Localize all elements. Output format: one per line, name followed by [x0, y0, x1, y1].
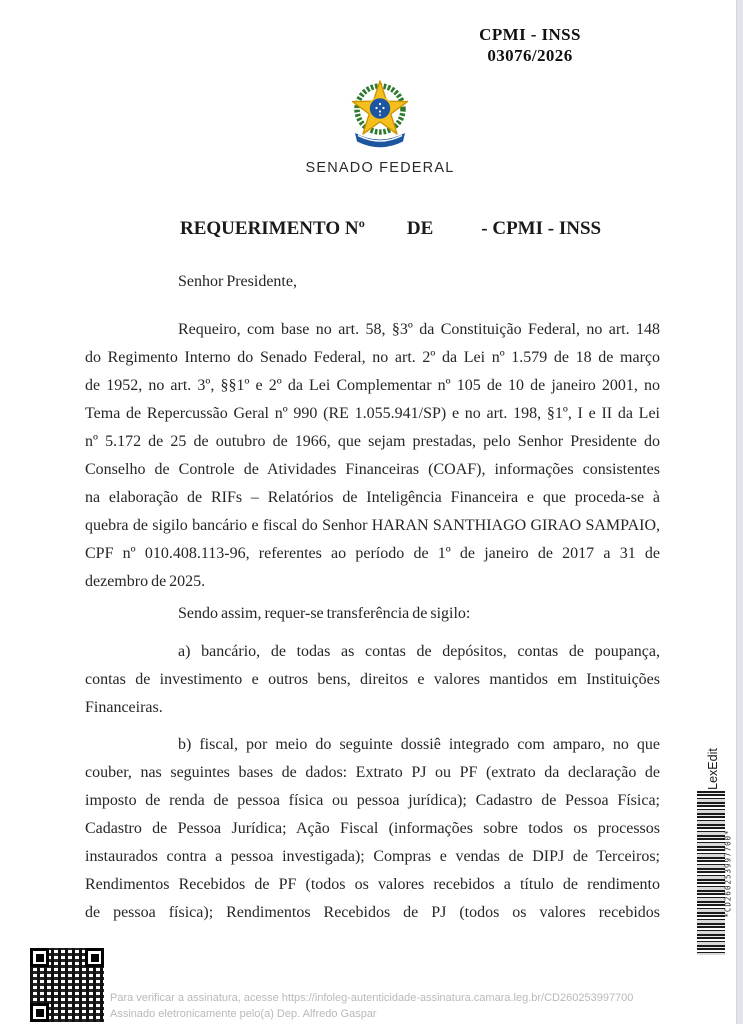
document-title: [180, 218, 700, 240]
lexedit-watermark: LexEdit: [705, 748, 720, 790]
body-line: couber, nas seguintes bases de dados: Extrato PJ ou PF (extrato da declaração de: [85, 764, 660, 781]
title-requerimento: REQUERIMENTO Nº: [180, 218, 365, 239]
body-line: Tema de Repercussão Geral nº 990 (RE 1.055.941/SP) e no art. 198, §1º, I e II da Lei: [85, 405, 660, 422]
body-line: Cadastro de Pessoa Jurídica; Ação Fiscal (informações sobre todos os processos: [85, 820, 660, 837]
document-body: [85, 268, 660, 927]
body-line: Sendo assim, requer-se transferência de sigilo:: [178, 605, 471, 622]
paragraph-greeting: [85, 268, 660, 296]
verify-instruction: Para verificar a assinatura, acesse https://infoleg-autenticidade-assinatura.camara.leg.br/CD260253997700: [110, 992, 634, 1004]
body-line: contas de investimento e outros bens, direitos e valores mantidos em Instituições: [85, 671, 660, 688]
qr-finder-pattern: [30, 948, 49, 967]
body-line: Financeiras.: [85, 699, 163, 716]
signature-note: Assinado eletronicamente pelo(a) Dep. Alfredo Gaspar: [110, 1008, 377, 1020]
qr-finder-pattern: [30, 1003, 49, 1022]
title-de: DE: [406, 218, 434, 239]
paragraph-transfer: [85, 600, 660, 628]
body-line: b) fiscal, por meio do seguinte dossiê integrado com amparo, no que: [178, 736, 660, 753]
body-line: dezembro de 2025.: [85, 573, 206, 590]
body-line: de pessoa física); Rendimentos Recebidos de PJ (todos os valores recebidos: [85, 904, 660, 921]
body-line: imposto de renda de pessoa física ou pessoa jurídica); Cadastro de Pessoa Física;: [85, 792, 660, 809]
page-edge-strip: [736, 0, 743, 1024]
barcode-label: *CD260253997700*: [724, 828, 733, 918]
body-line: nº 5.172 de 25 de outubro de 1966, que sejam prestadas, pelo Senhor Presidente do: [85, 433, 660, 450]
body-line: Conselho de Controle de Atividades Financeiras (COAF), informações consistentes: [85, 461, 660, 478]
body-line: CPF nº 010.408.113-96, referentes ao período de 1º de janeiro de 2017 a 31 de: [85, 545, 660, 562]
header-logo-block: [298, 78, 462, 176]
body-line: Senhor Presidente,: [178, 273, 297, 290]
body-line: instaurados contra a pessoa investigada); Compras e vendas de DIPJ de Terceiros;: [85, 848, 660, 865]
body-line: quebra de sigilo bancário e fiscal do Senhor HARAN SANTHIAGO GIRAO SAMPAIO,: [85, 517, 660, 534]
document-stamp: [450, 24, 610, 66]
body-line: de 1952, no art. 3º, §§1º e 2º da Lei Complementar nº 105 de 10 de janeiro 2001, no: [85, 377, 660, 394]
body-line: do Regimento Interno do Senado Federal, no art. 2º da Lei nº 1.579 de 18 de março: [85, 349, 660, 366]
stamp-number: 03076/2026: [487, 46, 573, 65]
body-line: na elaboração de RIFs – Relatórios de Inteligência Financeira e que proceda-se à: [85, 489, 660, 506]
paragraph-item-b: [85, 731, 660, 927]
paragraph-request: [85, 316, 660, 596]
paragraph-item-a: [85, 638, 660, 722]
brazil-national-seal-icon: [349, 78, 411, 154]
body-line: a) bancário, de todas as contas de depósitos, contas de poupança,: [178, 643, 660, 660]
signature-footer: [110, 990, 710, 1022]
stamp-committee: CPMI - INSS: [479, 25, 581, 44]
organization-name: SENADO FEDERAL: [305, 160, 455, 176]
body-line: Requeiro, com base no art. 58, §3º da Constituição Federal, no art. 148: [178, 321, 660, 338]
qr-code-icon: [30, 948, 104, 1022]
body-line: Rendimentos Recebidos de PF (todos os valores recebidos a título de rendimento: [85, 876, 660, 893]
qr-finder-pattern: [85, 948, 104, 967]
title-cpmi-inss: - CPMI - INSS: [481, 218, 602, 239]
